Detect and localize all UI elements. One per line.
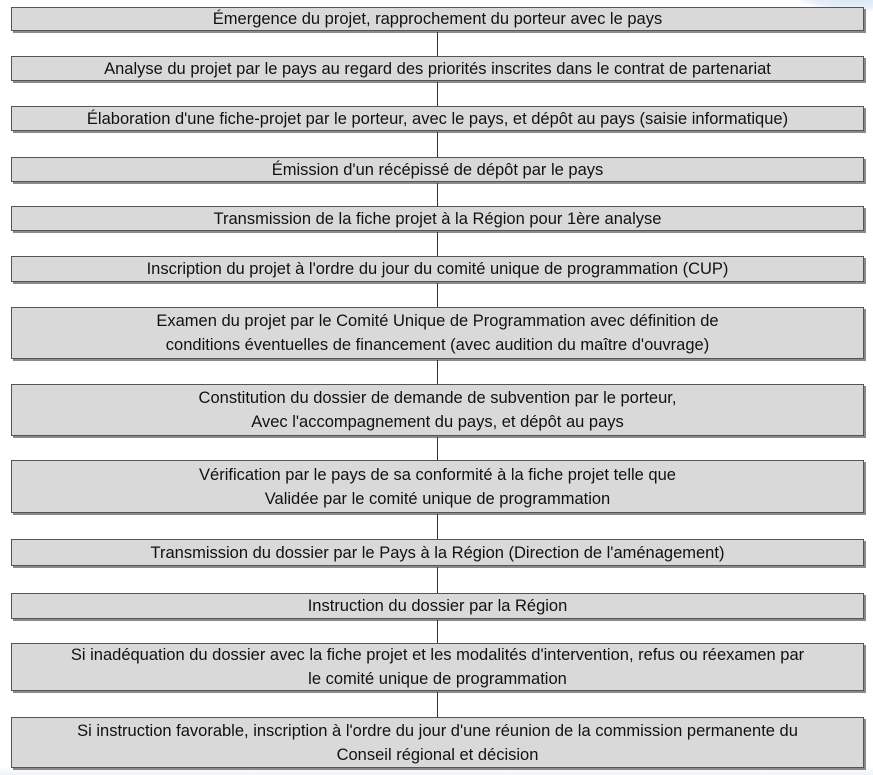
flowchart-step-text: Transmission de la fiche projet à la Région pour 1ère analyse <box>213 209 662 228</box>
flowchart-step-text: Avec l'accompagnement du pays, et dépôt au pays <box>251 413 624 431</box>
flowchart-step <box>11 307 864 359</box>
flowchart-step-text: Si inadéquation du dossier avec la fiche projet et les modalités d'intervention, refus ou réexamen par <box>70 646 805 664</box>
flowchart-step-text: Élaboration d'une fiche-projet par le porteur, avec le pays, et dépôt au pays (saisie informatique) <box>86 109 789 128</box>
flowchart-step-text: Émission d'un récépissé de dépôt par le pays <box>271 160 604 179</box>
flowchart-step-text: Émergence du projet, rapprochement du porteur avec le pays <box>212 10 663 28</box>
flowchart-step <box>11 157 864 182</box>
flowchart-connector <box>437 132 438 157</box>
flowchart-connector <box>437 437 438 460</box>
flowchart-step-text: Transmission du dossier par le Pays à la Région (Direction de l'aménagement) <box>150 543 725 562</box>
flowchart-step-text: Instruction du dossier par la Région <box>307 597 568 615</box>
flowchart-step-text: Analyse du projet par le pays au regard des priorités inscrites dans le contrat de partenariat <box>104 59 771 78</box>
flowchart-connector <box>437 360 438 384</box>
flowchart-step <box>11 460 864 513</box>
flowchart-step-text: Constitution du dossier de demande de subvention par le porteur, <box>198 389 677 407</box>
flowchart-step <box>11 106 864 131</box>
flowchart-step <box>11 643 864 691</box>
flowchart-step <box>11 7 864 31</box>
flowchart-step <box>11 56 864 81</box>
flowchart-connector <box>437 32 438 56</box>
flowchart-step <box>11 384 864 436</box>
flowchart-connector <box>437 183 438 206</box>
flowchart-step-text: Inscription du projet à l'ordre du jour du comité unique de programmation (CUP) <box>146 260 729 278</box>
flowchart-connector <box>437 232 438 256</box>
flowchart-step-text: Examen du projet par le Comité Unique de Programmation avec définition de <box>156 312 719 330</box>
flowchart-connector <box>437 620 438 643</box>
flowchart-step-text: Vérification par le pays de sa conformité à la fiche projet telle que <box>199 465 676 484</box>
flowchart-step-text: Si instruction favorable, inscription à l'ordre du jour d'une réunion de la commission permanente du <box>77 721 798 740</box>
flowchart-step-text: Validée par le comité unique de programmation <box>264 489 611 508</box>
flowchart-step <box>11 206 864 231</box>
flowchart-step-text: conditions éventuelles de financement (avec audition du maître d'ouvrage) <box>165 336 710 354</box>
flowchart-step <box>11 593 864 619</box>
flowchart-step <box>11 256 864 282</box>
flowchart-step-text: Conseil régional et décision <box>336 745 539 764</box>
flowchart-connector <box>437 567 438 593</box>
flowchart-connector <box>437 283 438 307</box>
flowchart-connector <box>437 82 438 106</box>
flowchart-step-text: le comité unique de programmation <box>308 670 567 688</box>
flowchart-step <box>11 717 864 768</box>
flowchart-connector <box>437 692 438 717</box>
flowchart-connector <box>437 514 438 539</box>
flowchart-step <box>11 539 864 566</box>
